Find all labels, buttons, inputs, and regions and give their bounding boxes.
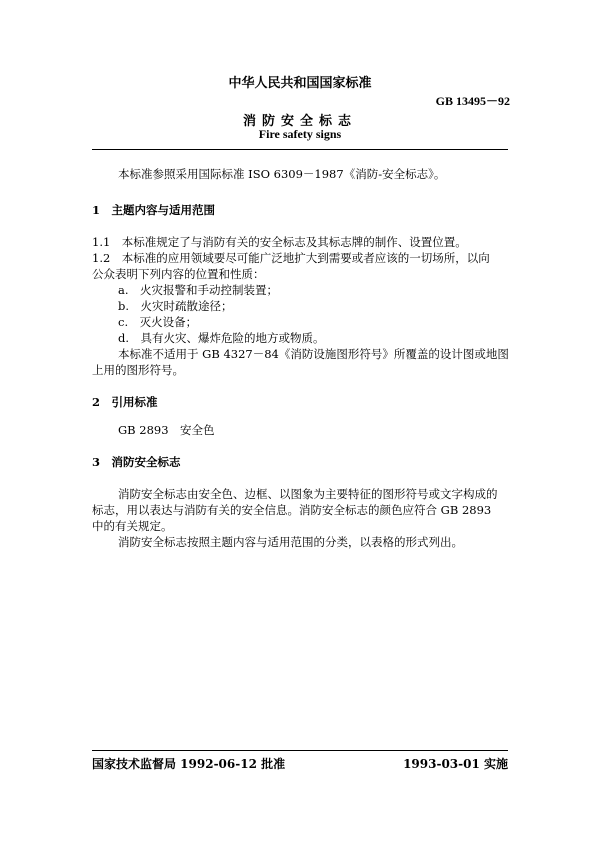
list-item: d. 具有火灾、爆炸危险的地方或物质。 xyxy=(118,331,325,345)
section-3-para1-line2: 标志，用以表达与消防有关的安全信息。消防安全标志的颜色应符合 GB 2893 xyxy=(92,503,492,517)
section-3-para1-line1: 消防安全标志由安全色、边框、以图象为主要特征的图形符号或文字构成的 xyxy=(118,487,498,501)
effective-date: 1993-03-01 实施 xyxy=(403,757,508,771)
approval-statement: 国家技术监督局 1992-06-12 批准 xyxy=(92,757,286,771)
section-3-para2: 消防安全标志按照主题内容与适用范围的分类，以表格的形式列出。 xyxy=(118,535,463,549)
clause-1-1: 1.1 本标准规定了与消防有关的安全标志及其标志牌的制作、设置位置。 xyxy=(92,235,467,249)
section-1-heading: 1 主题内容与适用范围 xyxy=(92,203,216,217)
section-2-heading: 2 引用标准 xyxy=(92,395,158,409)
document-title-cn: 消防安全标志 xyxy=(242,114,357,129)
document-title-en: Fire safety signs xyxy=(258,127,342,141)
list-item: c. 灭火设备； xyxy=(118,315,198,329)
section-3-heading: 3 消防安全标志 xyxy=(92,455,181,469)
clause-1-2-line2: 公众表明下列内容的位置和性质： xyxy=(92,267,265,281)
section-3-para1-line3: 中的有关规定。 xyxy=(92,519,173,533)
list-item: a. 火灾报警和手动控制装置； xyxy=(118,283,279,297)
issuer-title: 中华人民共和国国家标准 xyxy=(228,76,372,91)
exclusion-line1: 本标准不适用于 GB 4327－84《消防设施图形符号》所覆盖的设计图或地图 xyxy=(118,347,509,361)
footer-divider xyxy=(92,750,508,751)
exclusion-line2: 上用的图形符号。 xyxy=(92,363,184,377)
reference-standard: GB 2893 安全色 xyxy=(118,423,215,437)
standard-number: GB 13495－92 xyxy=(435,94,510,108)
intro-paragraph: 本标准参照采用国际标准 ISO 6309－1987《消防-安全标志》。 xyxy=(118,167,446,181)
header-divider xyxy=(92,149,508,150)
list-item: b. 火灾时疏散途径； xyxy=(118,299,233,313)
clause-1-2-line1: 1.2 本标准的应用领域要尽可能广泛地扩大到需要或者应该的一切场所，以向 xyxy=(92,251,490,265)
